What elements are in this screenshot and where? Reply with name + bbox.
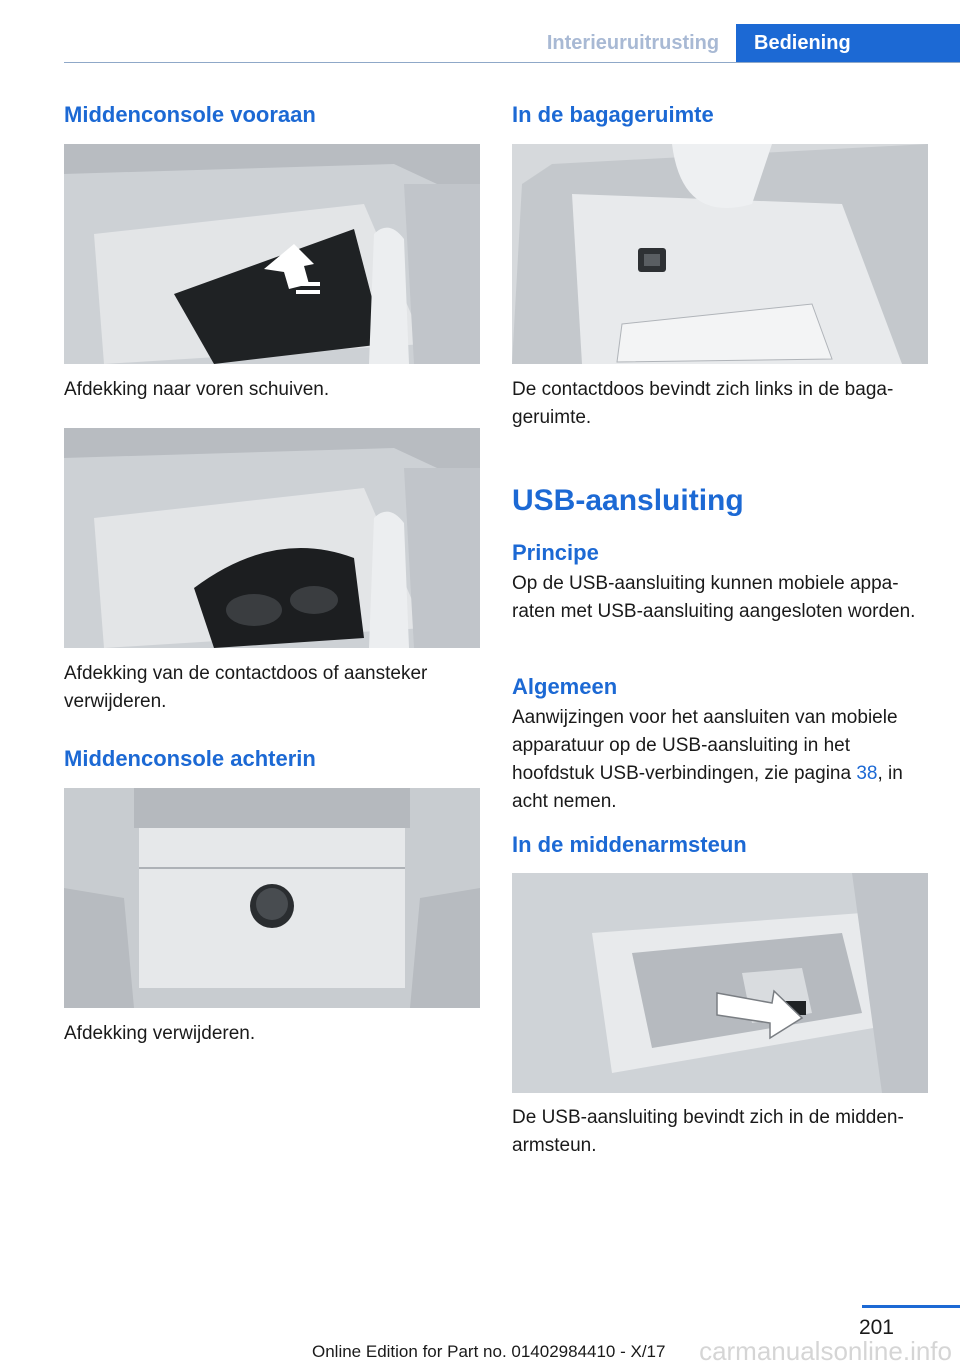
page-number: 201 [858, 1316, 894, 1339]
heading-armrest: In de middenarmsteun [512, 832, 747, 857]
heading-front-console: Middenconsole vooraan [64, 102, 316, 127]
caption-slide-cover: Afdekking naar voren schuiven. [64, 379, 330, 400]
illustration-rear-console [64, 788, 480, 1008]
watermark: carmanualsonline.info [699, 1336, 952, 1362]
footer-edition: Online Edition for Part no. 01402984410 - X/17 [312, 1342, 666, 1361]
heading-rear-console: Middenconsole achterin [64, 746, 316, 771]
caption-usb-location: De USB-aansluiting bevindt zich in de middenarmsteun. [512, 1107, 904, 1156]
page-link[interactable]: 38 [856, 763, 878, 784]
heading-principle: Principe [512, 540, 599, 565]
illustration-luggage-compartment [512, 144, 928, 364]
header-chapter-tab: Bediening [736, 24, 960, 62]
illustration-front-console-slide [64, 144, 480, 364]
caption-remove-cover: Afdekking verwijderen. [64, 1023, 256, 1044]
text-principle: Op de USB-aansluiting kunnen mobiele apparaten met USB-aansluiting aangesloten worden. [512, 573, 916, 622]
text-general: Aanwijzingen voor het aansluiten van mobiele apparatuur op de USB-aansluiting in het hoofdstuk USB-verbindingen, zie pagina 38, in acht nemen. [512, 707, 903, 812]
illustration-armrest-usb [512, 873, 928, 1093]
section-title-usb: USB-aansluiting [512, 484, 744, 517]
header-section-tab: Interieuruitrusting [546, 31, 720, 54]
header-rule [64, 62, 960, 63]
caption-socket-location: De contactdoos bevindt zich links in de bagageruimte. [512, 379, 894, 428]
illustration-front-console-socket [64, 428, 480, 648]
caption-remove-socket-cover: Afdekking van de contactdoos of aansteker verwijderen. [64, 663, 428, 712]
heading-luggage-compartment: In de bagageruimte [512, 102, 714, 127]
footer-rule [862, 1305, 960, 1308]
heading-general: Algemeen [512, 674, 618, 699]
